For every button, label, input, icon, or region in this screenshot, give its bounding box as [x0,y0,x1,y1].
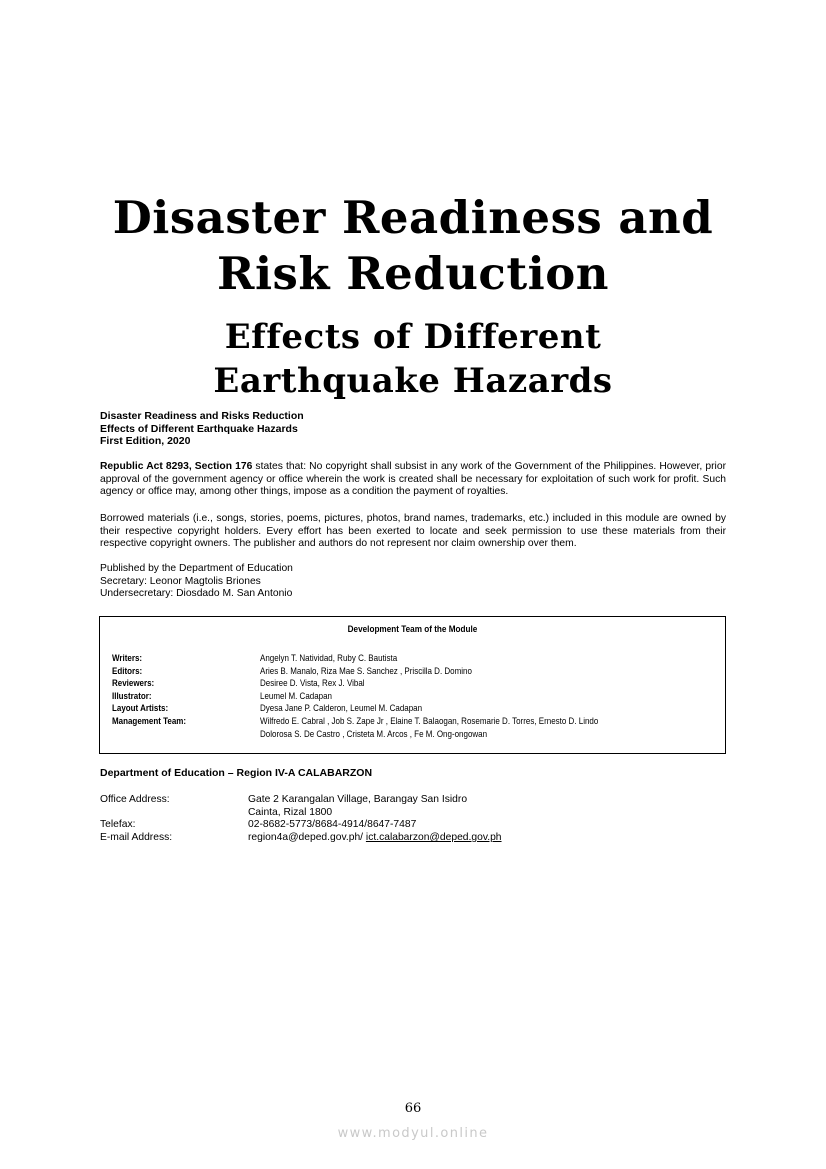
watermark: www.modyul.online [337,1126,489,1141]
team-role: Editors: [112,665,143,676]
team-names: Angelyn T. Natividad, Ruby C. Bautista [260,653,398,663]
team-role: Reviewers: [112,678,155,689]
title-line-2: Risk Reduction [217,247,609,300]
office-address-row-2 [100,807,502,820]
office-address-row [100,794,502,807]
team-role: Management Team: [112,715,187,726]
team-row [112,652,715,665]
subtitle-line-2: Earthquake Hazards [213,361,613,401]
borrowed-materials-paragraph: Borrowed materials (i.e., songs, stories, poems, pictures, photos, brand names, trademarks, etc.) included in this module are owned by their respective copyright holders. Every effort has been exerted to locate and seek permission to use these materials from their respective copyright owners. The publisher and authors do not represent nor claim ownership over them. [100,513,726,550]
email-row [100,832,502,845]
telefax-value: 02-8682-5773/8684-4914/8647-7487 [248,819,417,831]
module-info-line-2: Effects of Different Earthquake Hazards [100,422,298,435]
copyright-text: states that: No copyright shall subsist in any work of the Government of the Philippines. However, prior approval of the government agency or office wherein the work is created shall be necessary for exploitation of such work for profit. Such agency or office may, among other things, impose as a condition the payment of royalties. [100,461,726,498]
contact-info [100,794,502,845]
subtitle-line-1: Effects of Different [224,317,602,357]
region-heading: Department of Education – Region IV-A CALABARZON [100,767,373,779]
team-row [112,728,715,741]
team-role: Illustrator: [112,690,152,701]
team-row [112,690,715,703]
team-names: Wilfredo E. Cabral , Job S. Zape Jr , Elaine T. Balaogan, Rosemarie D. Torres, Ernesto D. Lindo [260,715,599,726]
team-role [112,728,239,741]
team-row [112,677,715,690]
office-address-line-1: Gate 2 Karangalan Village, Barangay San Isidro [248,794,468,805]
copyright-act: Republic Act 8293, Section 176 [100,461,253,472]
team-role: Layout Artists: [112,703,169,714]
publisher-line-2: Secretary: Leonor Magtolis Briones [100,575,261,587]
team-row [112,715,715,728]
development-team-box [99,616,726,754]
module-info-line-3: First Edition, 2020 [100,435,191,447]
publisher-info [100,563,293,601]
publisher-line-3: Undersecretary: Diosdado M. San Antonio [100,588,293,600]
page-subtitle [0,315,826,403]
team-row [112,665,715,678]
module-info-line-1: Disaster Readiness and Risks Reduction [100,410,304,422]
team-names: Leumel M. Cadapan [260,690,333,701]
email-value [248,832,502,845]
module-info [100,410,728,448]
team-row [112,702,715,715]
team-names: Aries B. Manalo, Riza Mae S. Sanchez , Priscilla D. Domino [260,665,472,676]
email-link[interactable]: ict.calabarzon@deped.gov.ph [365,832,502,844]
team-names: Desiree D. Vista, Rex J. Vibal [260,678,365,689]
office-address-line-2: Cainta, Rizal 1800 [248,806,333,818]
email-address-1: region4a@deped.gov.ph/ [248,832,366,844]
page-number: 66 [404,1101,422,1116]
telefax-row [100,819,502,832]
development-team-title: Development Team of the Module [347,624,478,635]
office-address-label: Office Address: [100,794,170,805]
copyright-paragraph [100,461,726,499]
title-line-1: Disaster Readiness and [112,191,714,244]
page-title [0,190,826,302]
development-team-list [112,652,715,740]
team-names: Dyesa Jane P. Calderon, Leumel M. Cadapan [260,703,423,714]
team-role: Writers: [112,653,143,663]
email-label: E-mail Address: [100,832,173,844]
publisher-line-1: Published by the Department of Education [100,563,293,574]
team-names: Dolorosa S. De Castro , Cristeta M. Arcos , Fe M. Ong-ongowan [260,728,488,739]
telefax-label: Telefax: [100,819,136,831]
